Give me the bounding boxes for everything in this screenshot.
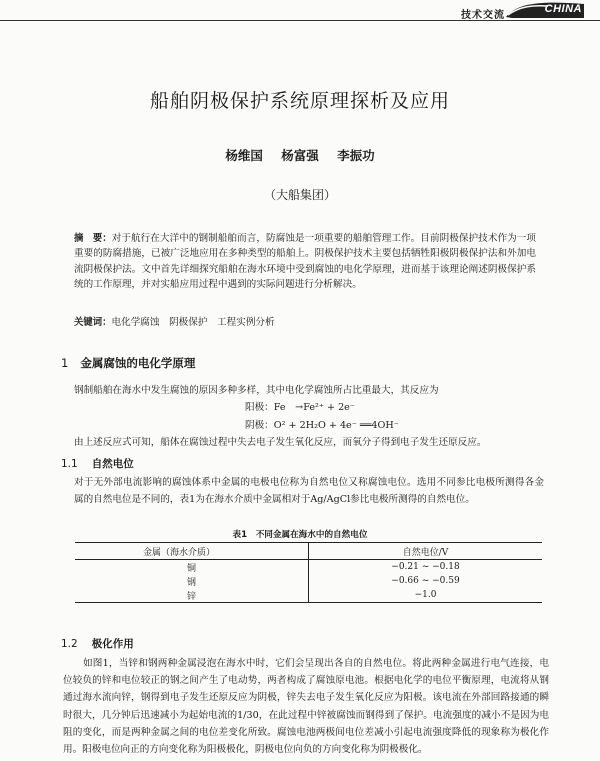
section-1-1-heading — [61, 456, 134, 471]
table-cell-metal: 铜 — [75, 560, 309, 575]
section-1-title: 金属腐蚀的电化学原理 — [80, 356, 196, 370]
table-row — [75, 560, 542, 575]
table-1-caption: 表1 不同金属在海水中的自然电位 — [232, 530, 368, 540]
section-1-2-paragraph: 如图1，当锌和钢两种金属浸泡在海水中时，它们会呈现出各自的自然电位。将此两种金属进行电气连接，电位较负的锌和电位较正的钢之间产生了电动势，两者构成了腐蚀原电池。根据电化学的电位平衡原理，电流将从钢通过海水流向锌，钢得到电子发生还原反应为阴极，锌失去电子发生氧化反应为阳极。该电流在外部回路接通的瞬时很大，几分钟后迅速减小为起始电流的1/30，在此过程中锌被腐蚀而钢得到了保护。电流强度的减小不是因为电阻的变化，而是两种金属之间的电位差变化所致。腐蚀电池两极间电位差减小引起电流强度降低的现象称为极化作用。阳极电位向正的方向变化称为阳极极化，阴极电位向负的方向变化称为阴极极化。 — [63, 658, 549, 756]
paper-title: 船舶阴极保护系统原理探析及应用 — [149, 90, 450, 112]
table-header-potential: 自然电位/V — [309, 543, 543, 560]
keywords-text: 电化学腐蚀 阴极保护 工程实例分析 — [111, 317, 275, 328]
section-1-heading — [61, 355, 195, 371]
section-1-paragraph-2: 由上述反应式可知，船体在腐蚀过程中失去电子发生氧化反应，而氧分子得到电子发生还原反应。 — [74, 437, 487, 448]
section-1-2-number: 1.2 — [61, 638, 78, 650]
table-cell-potential: −0.66 ~ −0.59 — [391, 576, 460, 586]
section-1-2-title: 极化作用 — [91, 638, 134, 650]
section-1-1-title: 自然电位 — [91, 458, 134, 470]
section-1-paragraph-1: 钢制船舶在海水中发生腐蚀的原因多种多样，其中电化学腐蚀所占比重最大，其反应为 — [74, 385, 439, 396]
abstract — [74, 231, 536, 293]
section-1-2-heading — [61, 636, 134, 651]
cathode-equation: 阴极：O² + 2H₂O + 4e⁻ ══4OH⁻ — [245, 420, 399, 431]
abstract-text: 对于航行在大洋中的钢制船舶而言，防腐蚀是一项重要的船舶管理工作。目前阴极保护技术作为一项重要的防腐措施，已被广泛地应用在多种类型的船舶上。阴极保护技术主要包括牺牲阳极阴极保护法和外加电流阴极保护法。文中首先详细探究船舶在海水环境中受到腐蚀的电化学原理，进而基于该理论阐述阴极保护系统的工作原理，并对实船应用过程中遇到的实际问题进行分析解决。 — [74, 233, 536, 291]
keywords-label: 关键词： — [74, 317, 112, 328]
keywords — [74, 315, 536, 330]
table-row — [75, 588, 542, 603]
logo-text: CHINA — [544, 3, 582, 15]
table-cell-metal: 锌 — [75, 588, 309, 603]
journal-logo — [504, 0, 586, 20]
table-cell-metal: 钢 — [75, 574, 309, 588]
authors: 杨维国 杨富强 李振功 — [225, 148, 375, 163]
header-section-label: 技术交流 — [461, 10, 505, 21]
section-1-1-paragraph: 对于无外部电流影响的腐蚀体系中金属的电极电位称为自然电位又称腐蚀电位。选用不同参比电极所测得各金属的自然电位是不同的，表1为在海水介质中金属相对于Ag/AgCl参比电极所测得的自然电位。 — [74, 477, 544, 506]
table-header-metal: 金属（海水介质） — [75, 543, 309, 560]
header-rule — [0, 20, 600, 21]
table-header-row — [75, 543, 542, 560]
section-1-1-number: 1.1 — [61, 458, 78, 470]
table-row — [75, 574, 542, 588]
anode-equation: 阳极：Fe →Fe²⁺ + 2e⁻ — [245, 402, 355, 413]
affiliation: （大船集团） — [263, 188, 336, 202]
abstract-label: 摘 要： — [74, 233, 112, 244]
section-1-number: 1 — [61, 356, 69, 370]
table-cell-potential: −1.0 — [309, 588, 543, 603]
table-1 — [75, 542, 542, 603]
table-cell-potential: −0.21 ~ −0.18 — [391, 562, 460, 572]
